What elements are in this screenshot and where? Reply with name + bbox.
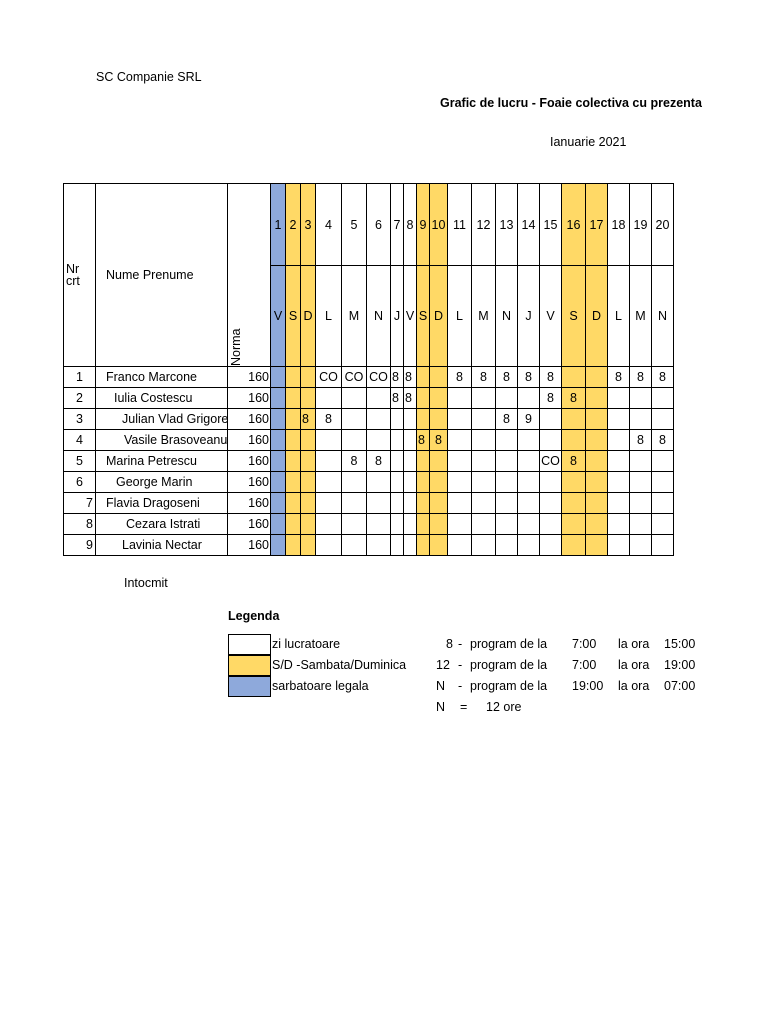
row-day-cell: [286, 367, 301, 388]
program-dash: -: [458, 637, 463, 651]
day-number: 16: [562, 183, 586, 266]
legend-swatch-holiday: [228, 676, 271, 697]
row-day-cell: [518, 451, 540, 472]
row-day-cell: 8: [652, 367, 674, 388]
row-norma: 160: [228, 514, 271, 535]
row-day-cell: [630, 514, 652, 535]
row-day-cell: [630, 493, 652, 514]
row-nr: 9: [63, 535, 96, 556]
row-day-cell: [391, 535, 404, 556]
day-weekday: S: [286, 266, 301, 367]
header-nr-line: Nr: [66, 262, 80, 276]
day-number: 10: [430, 183, 448, 266]
row-day-cell: [518, 472, 540, 493]
row-day-cell: 8: [430, 430, 448, 451]
row-day-cell: [652, 388, 674, 409]
row-day-cell: [316, 388, 342, 409]
header-nr-crt: [63, 183, 96, 367]
row-day-cell: [448, 430, 472, 451]
row-day-cell: [496, 388, 518, 409]
row-norma: 160: [228, 493, 271, 514]
row-day-cell: [586, 493, 608, 514]
program-to: 15:00: [664, 637, 696, 651]
program-code: 12: [436, 658, 450, 672]
row-day-cell: [430, 514, 448, 535]
row-day-cell: [417, 535, 430, 556]
row-day-cell: [342, 493, 367, 514]
day-number: 3: [301, 183, 316, 266]
legend-swatch-weekend: [228, 655, 271, 676]
row-nr: 3: [63, 409, 96, 430]
row-day-cell: [316, 430, 342, 451]
row-norma: 160: [228, 472, 271, 493]
row-day-cell: [391, 409, 404, 430]
row-day-cell: [342, 388, 367, 409]
row-day-cell: 8: [316, 409, 342, 430]
row-day-cell: [286, 430, 301, 451]
row-day-cell: [448, 514, 472, 535]
row-name: Lavinia Nectar: [96, 535, 228, 556]
row-name: Julian Vlad Grigore: [96, 409, 228, 430]
row-day-cell: [271, 514, 286, 535]
day-number: 11: [448, 183, 472, 266]
row-day-cell: [608, 409, 630, 430]
day-number: 18: [608, 183, 630, 266]
row-name: Marina Petrescu: [96, 451, 228, 472]
row-day-cell: [586, 535, 608, 556]
row-day-cell: [630, 388, 652, 409]
day-weekday: M: [342, 266, 367, 367]
program-to-label: la ora: [618, 637, 650, 651]
row-day-cell: [404, 493, 417, 514]
row-day-cell: [448, 472, 472, 493]
day-number: 6: [367, 183, 391, 266]
row-day-cell: 8: [652, 430, 674, 451]
row-day-cell: [391, 514, 404, 535]
row-day-cell: [417, 409, 430, 430]
day-number: 4: [316, 183, 342, 266]
row-norma: 160: [228, 430, 271, 451]
day-weekday: L: [448, 266, 472, 367]
row-day-cell: [448, 493, 472, 514]
row-name: Iulia Costescu: [96, 388, 228, 409]
row-day-cell: [316, 451, 342, 472]
row-nr: 7: [63, 493, 96, 514]
row-name: George Marin: [96, 472, 228, 493]
row-day-cell: [540, 535, 562, 556]
row-day-cell: [472, 451, 496, 472]
row-day-cell: 8: [417, 430, 430, 451]
row-day-cell: [430, 493, 448, 514]
row-day-cell: [562, 367, 586, 388]
row-day-cell: [404, 514, 417, 535]
day-weekday: V: [540, 266, 562, 367]
day-number: 5: [342, 183, 367, 266]
row-day-cell: [367, 430, 391, 451]
row-day-cell: [404, 409, 417, 430]
row-day-cell: [286, 493, 301, 514]
row-day-cell: [271, 388, 286, 409]
row-day-cell: [301, 514, 316, 535]
row-day-cell: [472, 535, 496, 556]
row-day-cell: [367, 514, 391, 535]
row-day-cell: [417, 472, 430, 493]
row-day-cell: CO: [540, 451, 562, 472]
row-day-cell: [316, 535, 342, 556]
day-weekday: N: [496, 266, 518, 367]
day-number: 15: [540, 183, 562, 266]
row-day-cell: [608, 472, 630, 493]
row-day-cell: [608, 388, 630, 409]
day-number: 17: [586, 183, 608, 266]
row-day-cell: [301, 430, 316, 451]
row-day-cell: [316, 514, 342, 535]
row-day-cell: [586, 451, 608, 472]
row-day-cell: [540, 514, 562, 535]
row-day-cell: [271, 451, 286, 472]
row-day-cell: [367, 388, 391, 409]
day-weekday: N: [652, 266, 674, 367]
row-day-cell: 8: [404, 388, 417, 409]
row-day-cell: [342, 472, 367, 493]
row-day-cell: [496, 430, 518, 451]
day-weekday: D: [301, 266, 316, 367]
row-day-cell: [391, 493, 404, 514]
row-day-cell: [608, 451, 630, 472]
row-name: Flavia Dragoseni: [96, 493, 228, 514]
row-day-cell: 8: [518, 367, 540, 388]
row-day-cell: [417, 451, 430, 472]
row-day-cell: 9: [518, 409, 540, 430]
row-day-cell: [540, 430, 562, 451]
row-day-cell: [472, 388, 496, 409]
row-day-cell: [586, 388, 608, 409]
legend-label-weekend: S/D -Sambata/Duminica: [272, 658, 407, 672]
row-day-cell: [286, 535, 301, 556]
row-day-cell: [472, 409, 496, 430]
row-day-cell: 8: [391, 367, 404, 388]
day-weekday: L: [316, 266, 342, 367]
row-day-cell: 8: [404, 367, 417, 388]
night-note-value: 12 ore: [486, 700, 522, 714]
row-day-cell: [652, 451, 674, 472]
row-day-cell: [271, 409, 286, 430]
row-name: Franco Marcone: [96, 367, 228, 388]
day-weekday: N: [367, 266, 391, 367]
row-day-cell: [518, 535, 540, 556]
day-weekday: M: [630, 266, 652, 367]
row-day-cell: CO: [367, 367, 391, 388]
day-weekday: S: [562, 266, 586, 367]
program-text: program de la: [470, 637, 548, 651]
row-day-cell: [630, 451, 652, 472]
row-day-cell: [540, 472, 562, 493]
legend-title: Legenda: [228, 609, 280, 623]
row-day-cell: [271, 367, 286, 388]
row-day-cell: [518, 493, 540, 514]
row-day-cell: [562, 535, 586, 556]
row-day-cell: [562, 472, 586, 493]
row-day-cell: [417, 388, 430, 409]
day-number: 12: [472, 183, 496, 266]
row-day-cell: [472, 493, 496, 514]
row-day-cell: [391, 472, 404, 493]
row-day-cell: 8: [630, 430, 652, 451]
row-day-cell: [608, 493, 630, 514]
row-day-cell: [286, 472, 301, 493]
row-day-cell: 8: [496, 367, 518, 388]
row-day-cell: 8: [540, 367, 562, 388]
document-title: Grafic de lucru - Foaie colectiva cu prezenta: [440, 96, 702, 110]
row-nr: 5: [63, 451, 96, 472]
row-day-cell: [430, 367, 448, 388]
row-day-cell: [301, 367, 316, 388]
row-day-cell: 8: [342, 451, 367, 472]
legend-label-holiday: sarbatoare legala: [272, 679, 369, 693]
row-day-cell: [286, 451, 301, 472]
row-day-cell: [608, 430, 630, 451]
row-day-cell: [430, 535, 448, 556]
row-day-cell: [316, 493, 342, 514]
row-day-cell: [586, 514, 608, 535]
row-day-cell: [562, 430, 586, 451]
row-day-cell: 8: [608, 367, 630, 388]
row-day-cell: [286, 514, 301, 535]
row-day-cell: [301, 535, 316, 556]
row-day-cell: [342, 430, 367, 451]
row-norma: 160: [228, 367, 271, 388]
row-day-cell: [448, 451, 472, 472]
row-day-cell: [562, 514, 586, 535]
row-norma: 160: [228, 451, 271, 472]
row-day-cell: [586, 430, 608, 451]
row-day-cell: [417, 493, 430, 514]
header-norma: [228, 183, 271, 367]
row-day-cell: 8: [472, 367, 496, 388]
row-day-cell: [286, 409, 301, 430]
day-weekday: S: [417, 266, 430, 367]
row-day-cell: [518, 430, 540, 451]
header-norma-label: Norma: [229, 328, 243, 366]
row-day-cell: 8: [448, 367, 472, 388]
day-number: 13: [496, 183, 518, 266]
row-day-cell: [301, 451, 316, 472]
row-day-cell: [472, 472, 496, 493]
row-day-cell: [472, 514, 496, 535]
day-weekday: J: [518, 266, 540, 367]
program-to-label: la ora: [618, 658, 650, 672]
row-norma: 160: [228, 535, 271, 556]
row-day-cell: [417, 514, 430, 535]
row-day-cell: 8: [540, 388, 562, 409]
row-day-cell: [301, 493, 316, 514]
row-day-cell: [367, 409, 391, 430]
row-day-cell: [652, 493, 674, 514]
row-day-cell: [271, 472, 286, 493]
row-day-cell: [430, 451, 448, 472]
program-from: 7:00: [572, 637, 597, 651]
row-day-cell: [586, 472, 608, 493]
row-day-cell: [430, 388, 448, 409]
night-note-eq: =: [460, 700, 468, 714]
row-name: Cezara Istrati: [96, 514, 228, 535]
row-day-cell: [540, 409, 562, 430]
row-day-cell: [404, 472, 417, 493]
row-norma: 160: [228, 388, 271, 409]
row-day-cell: [271, 493, 286, 514]
program-to: 07:00: [664, 679, 696, 693]
row-day-cell: [286, 388, 301, 409]
program-text: program de la: [470, 679, 548, 693]
row-day-cell: 8: [367, 451, 391, 472]
program-text: program de la: [470, 658, 548, 672]
row-day-cell: [630, 535, 652, 556]
program-code: N: [436, 679, 446, 693]
company-name: SC Companie SRL: [96, 70, 202, 84]
row-day-cell: [496, 514, 518, 535]
row-day-cell: [404, 535, 417, 556]
program-code: 8: [446, 637, 453, 651]
row-day-cell: 8: [630, 367, 652, 388]
row-day-cell: [608, 514, 630, 535]
row-day-cell: [652, 535, 674, 556]
row-day-cell: [271, 430, 286, 451]
row-day-cell: 8: [301, 409, 316, 430]
row-day-cell: [316, 472, 342, 493]
row-day-cell: [417, 367, 430, 388]
row-day-cell: [652, 514, 674, 535]
row-day-cell: CO: [316, 367, 342, 388]
header-crt-line: crt: [66, 274, 80, 288]
row-day-cell: [630, 409, 652, 430]
period-label: Ianuarie 2021: [550, 135, 627, 149]
row-nr: 2: [63, 388, 96, 409]
day-weekday: V: [271, 266, 286, 367]
row-day-cell: [518, 388, 540, 409]
row-day-cell: 8: [391, 388, 404, 409]
program-to-label: la ora: [618, 679, 650, 693]
row-day-cell: [562, 409, 586, 430]
row-day-cell: [496, 451, 518, 472]
row-day-cell: 8: [562, 388, 586, 409]
day-weekday: D: [586, 266, 608, 367]
row-day-cell: [562, 493, 586, 514]
row-day-cell: [448, 409, 472, 430]
row-day-cell: [630, 472, 652, 493]
header-name: Nume Prenume: [96, 183, 228, 367]
day-number: 20: [652, 183, 674, 266]
row-day-cell: [301, 472, 316, 493]
row-day-cell: 8: [496, 409, 518, 430]
row-day-cell: [518, 514, 540, 535]
row-day-cell: [391, 451, 404, 472]
row-day-cell: [342, 514, 367, 535]
row-day-cell: [430, 409, 448, 430]
row-nr: 1: [63, 367, 96, 388]
day-number: 7: [391, 183, 404, 266]
program-to: 19:00: [664, 658, 696, 672]
day-weekday: L: [608, 266, 630, 367]
row-day-cell: [608, 535, 630, 556]
row-day-cell: [391, 430, 404, 451]
row-day-cell: [586, 367, 608, 388]
prepared-by-label: Intocmit: [124, 576, 168, 590]
day-weekday: J: [391, 266, 404, 367]
program-from: 19:00: [572, 679, 604, 693]
day-number: 14: [518, 183, 540, 266]
row-nr: 8: [63, 514, 96, 535]
row-day-cell: [652, 409, 674, 430]
day-number: 19: [630, 183, 652, 266]
program-dash: -: [458, 679, 463, 693]
day-number: 9: [417, 183, 430, 266]
row-nr: 4: [63, 430, 96, 451]
row-day-cell: CO: [342, 367, 367, 388]
legend-swatch-workday: [228, 634, 271, 655]
row-day-cell: [367, 493, 391, 514]
legend-label-workday: zi lucratoare: [272, 637, 341, 651]
attendance-table: [63, 183, 685, 562]
row-day-cell: [652, 472, 674, 493]
row-day-cell: [472, 430, 496, 451]
row-day-cell: [496, 472, 518, 493]
day-weekday: D: [430, 266, 448, 367]
row-day-cell: [496, 535, 518, 556]
day-number: 2: [286, 183, 301, 266]
row-name: Vasile Brasoveanu: [96, 430, 228, 451]
legend: [270, 633, 696, 723]
row-day-cell: [540, 493, 562, 514]
row-day-cell: [342, 535, 367, 556]
row-day-cell: [271, 535, 286, 556]
row-norma: 160: [228, 409, 271, 430]
day-number: 8: [404, 183, 417, 266]
row-day-cell: [448, 388, 472, 409]
row-day-cell: [367, 472, 391, 493]
night-note-code: N: [436, 700, 446, 714]
row-day-cell: [430, 472, 448, 493]
program-from: 7:00: [572, 658, 597, 672]
day-number: 1: [271, 183, 286, 266]
row-day-cell: [301, 388, 316, 409]
program-dash: -: [458, 658, 463, 672]
row-day-cell: [496, 493, 518, 514]
row-day-cell: 8: [562, 451, 586, 472]
row-day-cell: [448, 535, 472, 556]
row-day-cell: [404, 451, 417, 472]
row-nr: 6: [63, 472, 96, 493]
row-day-cell: [586, 409, 608, 430]
day-weekday: V: [404, 266, 417, 367]
row-day-cell: [404, 430, 417, 451]
day-weekday: M: [472, 266, 496, 367]
row-day-cell: [342, 409, 367, 430]
row-day-cell: [367, 535, 391, 556]
